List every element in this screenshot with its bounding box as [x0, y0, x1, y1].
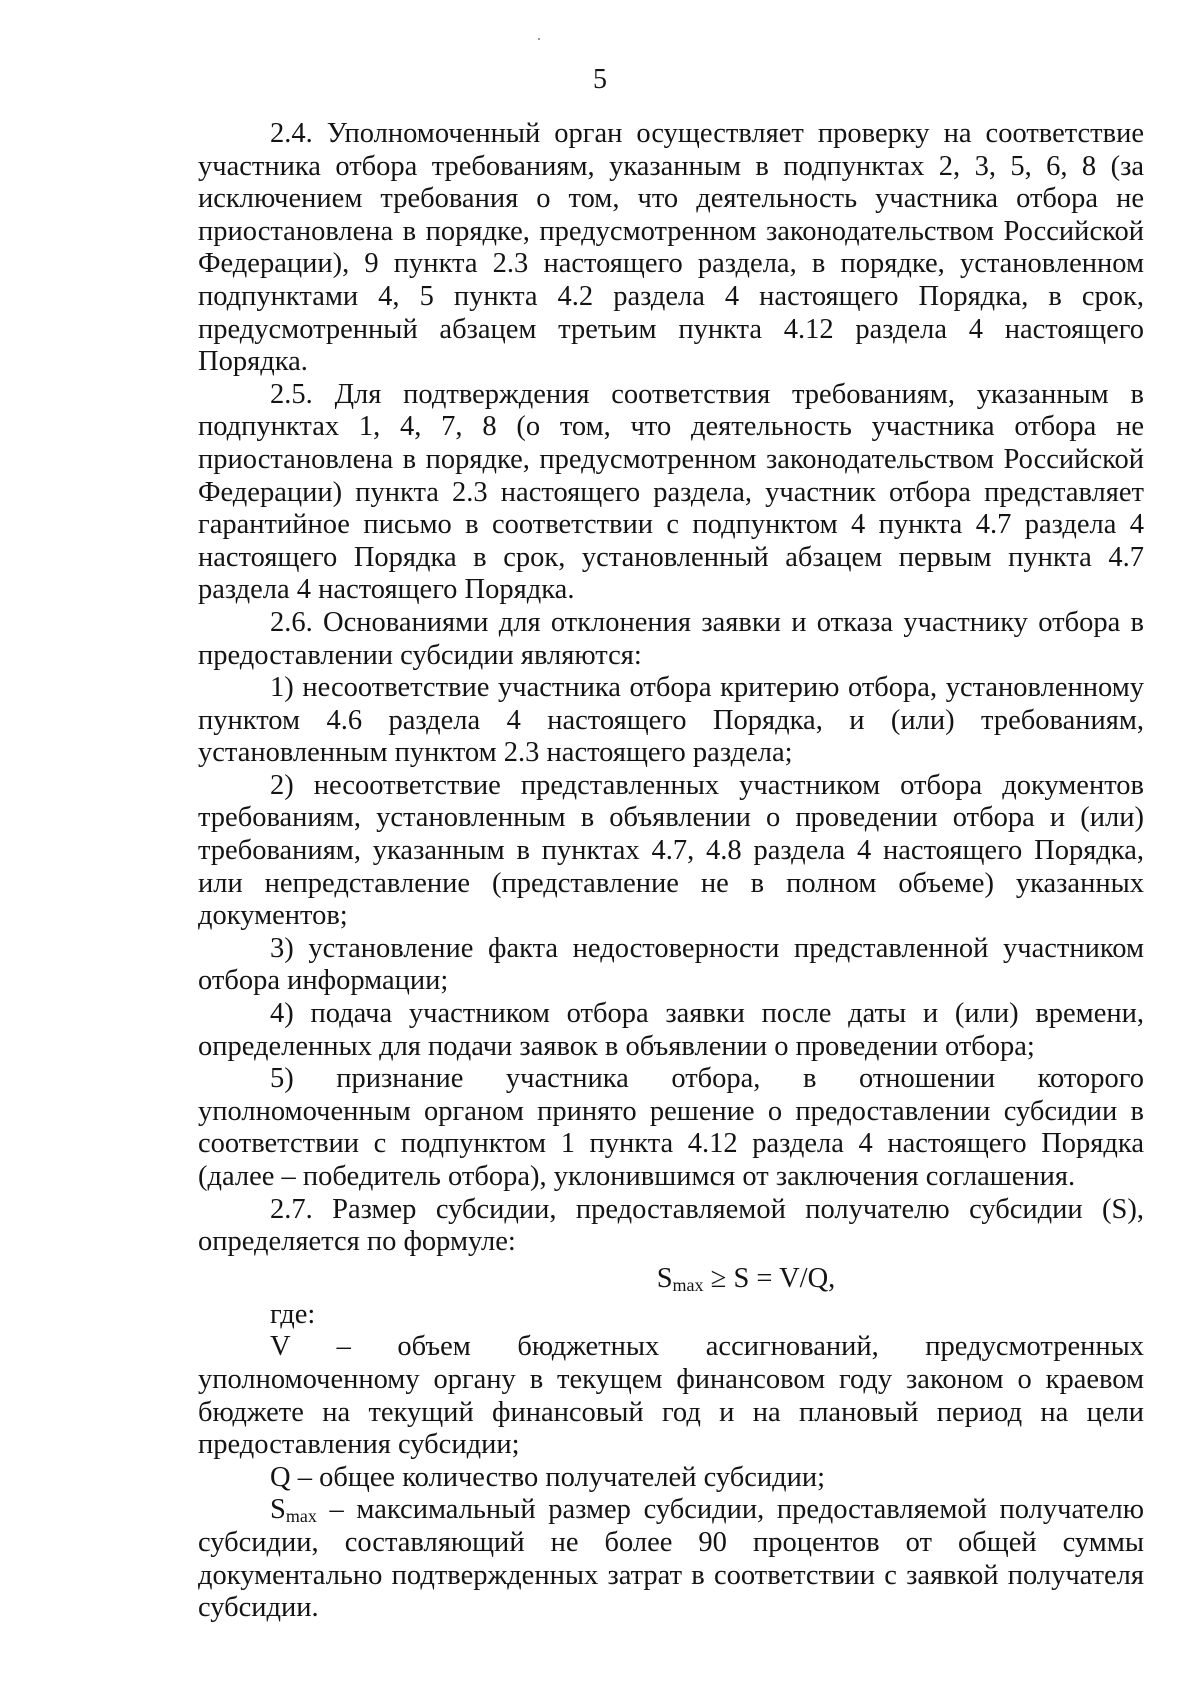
smax-symbol: S [270, 1494, 286, 1526]
where-label: где: [270, 1298, 316, 1330]
document-body [198, 118, 1144, 1625]
definition-q: Q – общее количество получателей субсидии; [270, 1461, 826, 1493]
list-item-3: 3) установление факта недостоверности представленной участником отбора информации; [198, 932, 1144, 997]
subsidy-formula [198, 1261, 1144, 1297]
paragraph-2-6: 2.6. Основаниями для отклонения заявки и отказа участнику отбора в предоставлении субсидии являются: [198, 606, 1144, 671]
page-number: 5 [593, 64, 607, 95]
list-item-1: 1) несоответствие участника отбора критерию отбора, установленному пунктом 4.6 раздела 4 настоящего Порядка, и (или) требованиям, установленным пунктом 2.3 настоящего раздела; [198, 672, 1144, 769]
list-item-4: 4) подача участником отбора заявки после даты и (или) времени, определенных для подачи заявок в объявлении о проведении отбора; [198, 998, 1144, 1062]
formula-lhs: S [656, 1262, 673, 1294]
definition-smax [198, 1494, 1144, 1624]
smax-description: – максимальный размер субсидии, предоставляемой получателю субсидии, составляющий не более 90 процентов от общей суммы документально подтвержденных затрат в соответствии с заявкой получателя субсидии. [198, 1494, 1144, 1624]
formula-rhs: ≥ S = V/Q, [703, 1262, 836, 1294]
formula-lhs-subscript: max [672, 1274, 704, 1295]
paragraph-2-5: 2.5. Для подтверждения соответствия требованиям, указанным в подпунктах 1, 4, 7, 8 (о том, что деятельность участника отбора не приостановлена в порядке, предусмотренном законодательством Российской Федерации) пункта 2.3 настоящего раздела, участник отбора представляет гарантийное письмо в соответствии с подпунктом 4 пункта 4.7 раздела 4 настоящего Порядка в срок, установленный абзацем первым пункта 4.7 раздела 4 настоящего Порядка. [198, 378, 1144, 606]
scan-artifact-dot [538, 38, 540, 40]
list-item-5: 5) признание участника отбора, в отношении которого уполномоченным органом принято решение о предоставлении субсидии в соответствии с подпунктом 1 пункта 4.12 раздела 4 настоящего Порядка (далее – победитель отбора), уклонившимся от заключения соглашения. [198, 1063, 1144, 1192]
smax-subscript: max [285, 1506, 317, 1527]
paragraph-2-7: 2.7. Размер субсидии, предоставляемой получателю субсидии (S), определяется по формуле: [198, 1193, 1144, 1258]
definition-v: V – объем бюджетных ассигнований, предусмотренных уполномоченному органу в текущем финансовом году законом о краевом бюджете на текущий финансовый год и на плановый период на цели предоставления субсидии; [198, 1331, 1144, 1461]
paragraph-2-4: 2.4. Уполномоченный орган осуществляет проверку на соответствие участника отбора требованиям, указанным в подпунктах 2, 3, 5, 6, 8 (за исключением требования о том, что деятельность участника отбора не приостановлена в порядке, предусмотренном законодательством Российской Федерации), 9 пункта 2.3 настоящего раздела, в порядке, установленном подпунктами 4, 5 пункта 4.2 раздела 4 настоящего Порядка, в срок, предусмотренный абзацем третьим пункта 4.12 раздела 4 настоящего Порядка. [198, 118, 1144, 378]
list-item-2: 2) несоответствие представленных участником отбора документов требованиям, установленным в объявлении о проведении отбора и (или) требованиям, указанным в пунктах 4.7, 4.8 раздела 4 настоящего Порядка, или непредставление (представление не в полном объеме) указанных документов; [198, 769, 1144, 932]
